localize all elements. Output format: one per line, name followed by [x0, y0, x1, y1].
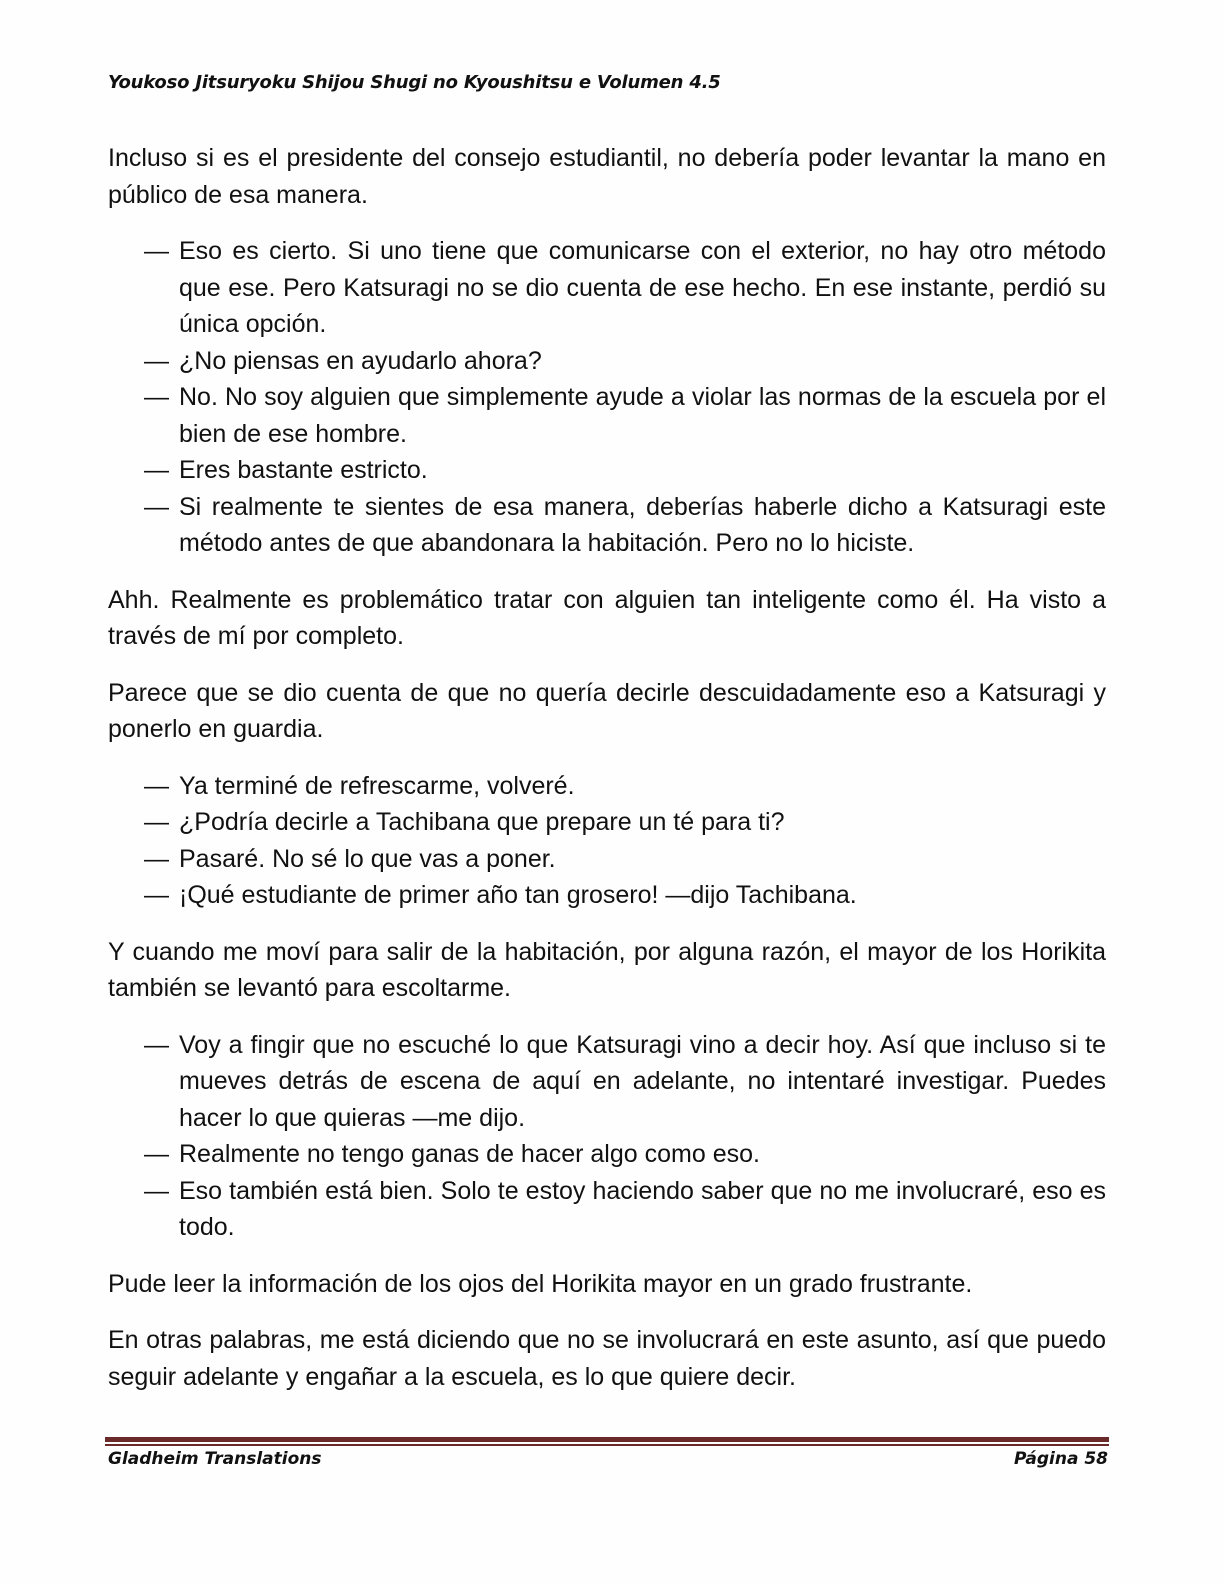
- paragraph: Incluso si es el presidente del consejo estudiantil, no debería poder levantar la mano en público de esa manera.: [108, 144, 1106, 209]
- dialog-line: — ¿No piensas en ayudarlo ahora?: [108, 343, 1106, 380]
- dash-mark: —: [144, 237, 169, 265]
- dash-mark: —: [144, 808, 169, 836]
- paragraph: Pude leer la información de los ojos del Horikita mayor en un grado frustrante.: [108, 1269, 973, 1298]
- dash-mark: —: [144, 346, 169, 375]
- dash-mark: —: [144, 492, 169, 521]
- page-number: Página 58: [1014, 1449, 1108, 1469]
- dialog-block: [108, 1027, 1106, 1246]
- dialog-line: — Eres bastante estricto.: [108, 452, 1106, 489]
- dialog-line: — Pasaré. No sé lo que vas a poner.: [108, 841, 1106, 878]
- page-body: [108, 140, 1106, 1415]
- dash-mark: —: [144, 881, 169, 909]
- dash-mark: —: [144, 1140, 169, 1168]
- dash-mark: —: [144, 1176, 169, 1205]
- paragraph: Ahh. Realmente es problemático tratar con alguien tan inteligente como él. Ha visto a través de mí por completo.: [108, 585, 1106, 650]
- dialog-line: — No. No soy alguien que simplemente ayude a violar las normas de la escuela por el bien de ese hombre.: [108, 379, 1106, 452]
- dash-mark: —: [144, 1030, 169, 1059]
- footer-divider: [105, 1437, 1109, 1446]
- dialog-block: [108, 768, 1106, 914]
- dialog-block: [108, 233, 1106, 562]
- dialog-line: — Ya terminé de refrescarme, volveré.: [108, 768, 1106, 805]
- dash-mark: —: [144, 383, 169, 411]
- dash-mark: —: [144, 844, 169, 873]
- dialog-line: — Eso también está bien. Solo te estoy haciendo saber que no me involucraré, eso es todo.: [108, 1173, 1106, 1246]
- dash-mark: —: [144, 771, 169, 800]
- dialog-line: — Si realmente te sientes de esa manera, deberías haberle dicho a Katsuragi este método antes de que abandonara la habitación. Pero no lo hiciste.: [108, 489, 1106, 562]
- dash-mark: —: [144, 456, 169, 484]
- dialog-line: — ¡Qué estudiante de primer año tan grosero! —dijo Tachibana.: [108, 877, 1106, 914]
- dialog-line: — Realmente no tengo ganas de hacer algo como eso.: [108, 1136, 1106, 1173]
- footer-credit: Gladheim Translations: [108, 1449, 322, 1469]
- dialog-line: — ¿Podría decirle a Tachibana que prepare un té para ti?: [108, 804, 1106, 841]
- dialog-line: — Eso es cierto. Si uno tiene que comunicarse con el exterior, no hay otro método que ese. Pero Katsuragi no se dio cuenta de ese hecho. En ese instante, perdió su única opción.: [108, 233, 1106, 343]
- dialog-line: — Voy a fingir que no escuché lo que Katsuragi vino a decir hoy. Así que incluso si te mueves detrás de escena de aquí en adelante, no intentaré investigar. Puedes hacer lo que quieras —me dijo.: [108, 1027, 1106, 1137]
- running-header: Youkoso Jitsuryoku Shijou Shugi no Kyoushitsu e Volumen 4.5: [108, 72, 721, 93]
- paragraph: Y cuando me moví para salir de la habitación, por alguna razón, el mayor de los Horikita también se levantó para escoltarme.: [108, 937, 1106, 1002]
- paragraph: En otras palabras, me está diciendo que no se involucrará en este asunto, así que puedo seguir adelante y engañar a la escuela, es lo que quiere decir.: [108, 1326, 1106, 1391]
- paragraph: Parece que se dio cuenta de que no quería decirle descuidadamente eso a Katsuragi y ponerlo en guardia.: [108, 678, 1106, 743]
